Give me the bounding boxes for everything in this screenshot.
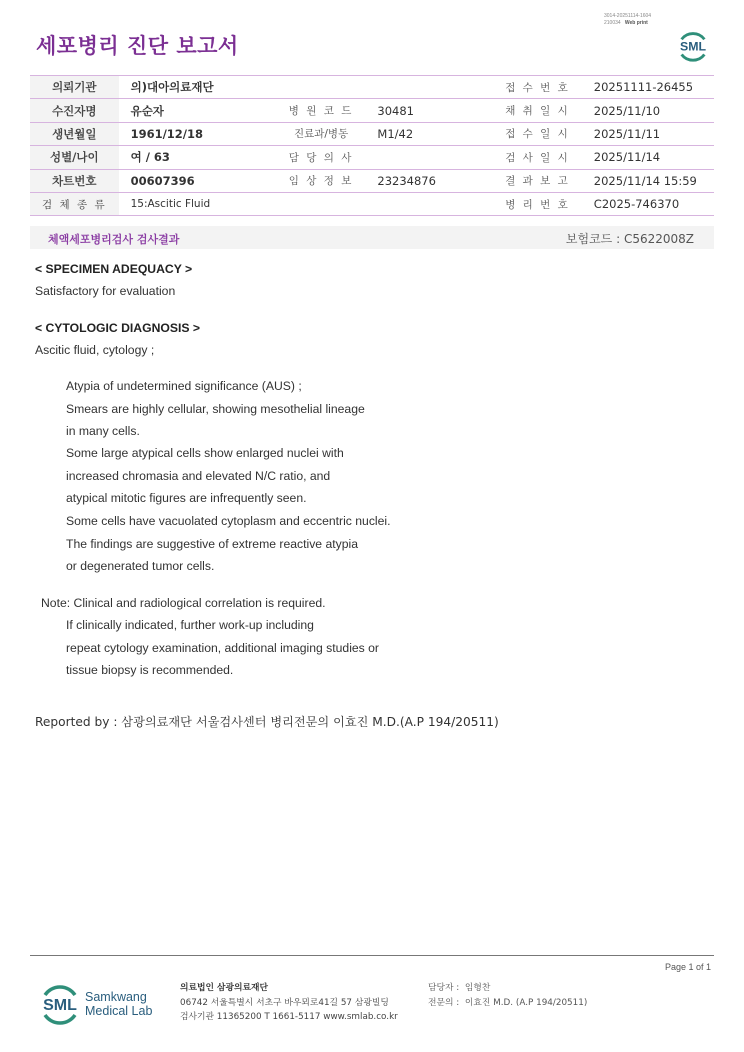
footer-brand-line1: Samkwang bbox=[85, 990, 147, 1004]
collection-date-label: 채 취 일 시 bbox=[493, 99, 582, 122]
note-first-line: Note: Clinical and radiological correlation is required. bbox=[41, 596, 326, 610]
footer-address: 06742 서울특별시 서초구 바우뫼로41길 57 삼광빌딩 bbox=[180, 997, 389, 1008]
specimen-adequacy-text: Satisfactory for evaluation bbox=[35, 284, 176, 298]
clinical-info-value: 23234876 bbox=[365, 169, 493, 192]
logo-arc-top bbox=[682, 34, 705, 40]
info-row bbox=[30, 76, 714, 99]
diagnosis-line: atypical mitotic figures are infrequently seen. bbox=[66, 491, 307, 505]
receipt-no-value: 20251111-26455 bbox=[582, 76, 714, 99]
footer-brand-line2: Medical Lab bbox=[85, 1004, 153, 1018]
hospital-code-value: 30481 bbox=[365, 99, 493, 122]
report-title: 세포병리 진단 보고서 bbox=[36, 34, 239, 58]
insurance-code: 보험코드 : C5622008Z bbox=[565, 232, 694, 246]
logo-text: SML bbox=[679, 39, 707, 54]
note-line: repeat cytology examination, additional imaging studies or bbox=[66, 641, 379, 655]
patient-info-table bbox=[30, 75, 714, 216]
specialist-label: 전문의 : bbox=[428, 997, 460, 1008]
chart-no-value: 00607396 bbox=[119, 169, 277, 192]
sex-age-value: 여 / 63 bbox=[119, 146, 277, 169]
pathology-no-value: C2025-746370 bbox=[582, 192, 714, 215]
diagnosis-line: increased chromasia and elevated N/C ratio, and bbox=[66, 469, 331, 483]
diagnosis-line: or degenerated tumor cells. bbox=[66, 559, 215, 573]
requesting-org-label: 의뢰기관 bbox=[30, 76, 119, 99]
diagnosis-line: Smears are highly cellular, showing mesothelial lineage bbox=[66, 402, 365, 416]
dob-value: 1961/12/18 bbox=[119, 122, 277, 145]
collection-date-value: 2025/11/10 bbox=[582, 99, 714, 122]
receipt-date-label: 접 수 일 시 bbox=[493, 122, 582, 145]
info-row bbox=[30, 192, 714, 215]
footer-company-info bbox=[180, 981, 398, 1025]
info-row bbox=[30, 122, 714, 145]
manager-label: 담당자 : bbox=[428, 983, 460, 993]
footer-divider bbox=[30, 955, 714, 956]
manager-name: 임형찬 bbox=[464, 983, 491, 993]
report-date-label: 결 과 보 고 bbox=[493, 169, 582, 192]
print-code-line2: 210034 bbox=[604, 20, 621, 26]
specialist-name: 이효진 M.D. (A.P 194/20511) bbox=[464, 997, 588, 1008]
reported-by: Reported by : 삼광의료재단 서울검사센터 병리전문의 이효진 M.D.(A.P 194/20511) bbox=[35, 715, 499, 729]
receipt-date-value: 2025/11/11 bbox=[582, 122, 714, 145]
note-line: tissue biopsy is recommended. bbox=[66, 663, 234, 677]
sml-logo bbox=[674, 26, 712, 64]
info-row bbox=[30, 99, 714, 122]
exam-date-label: 검 사 일 시 bbox=[493, 146, 582, 169]
logo-arc-bottom bbox=[682, 55, 705, 61]
info-row bbox=[30, 146, 714, 169]
specimen-adequacy-header: < SPECIMEN ADEQUACY > bbox=[35, 262, 193, 276]
diagnosis-line: Some large atypical cells show enlarged nuclei with bbox=[66, 446, 344, 460]
diagnosis-line: in many cells. bbox=[66, 424, 140, 438]
specimen-value: 15:Ascitic Fluid bbox=[119, 192, 494, 215]
note-line: If clinically indicated, further work-up including bbox=[66, 618, 314, 632]
diagnosis-intro: Ascitic fluid, cytology ; bbox=[35, 343, 155, 357]
sex-age-label: 성별/나이 bbox=[30, 146, 119, 169]
info-row bbox=[30, 169, 714, 192]
diagnosis-line: The findings are suggestive of extreme reactive atypia bbox=[66, 537, 358, 551]
footer-staff-info bbox=[428, 981, 587, 1010]
clinical-info-label: 임 상 정 보 bbox=[277, 169, 366, 192]
patient-name-value: 유순자 bbox=[119, 99, 277, 122]
dept-value: M1/42 bbox=[365, 122, 493, 145]
report-date-value: 2025/11/14 15:59 bbox=[582, 169, 714, 192]
dob-label: 생년월일 bbox=[30, 122, 119, 145]
physician-label: 담 당 의 사 bbox=[277, 146, 366, 169]
receipt-no-label: 접 수 번 호 bbox=[493, 76, 582, 99]
chart-no-label: 차트번호 bbox=[30, 169, 119, 192]
specimen-label: 검 체 종 류 bbox=[30, 192, 119, 215]
footer-logo-arc-top bbox=[45, 987, 75, 995]
footer-sml-logo bbox=[36, 980, 84, 1028]
footer-logo-text: SML bbox=[43, 997, 77, 1014]
requesting-org-value: 의)대아의료재단 bbox=[119, 76, 494, 99]
diagnosis-line: Atypia of undetermined significance (AUS) ; bbox=[66, 379, 302, 393]
exam-date-value: 2025/11/14 bbox=[582, 146, 714, 169]
footer-logo-arc-bottom bbox=[45, 1015, 75, 1023]
hospital-code-label: 병 원 코 드 bbox=[277, 99, 366, 122]
diagnosis-line: Some cells have vacuolated cytoplasm and eccentric nuclei. bbox=[66, 514, 391, 528]
web-print-label: Web print bbox=[624, 20, 648, 26]
cytologic-diagnosis-header: < CYTOLOGIC DIAGNOSIS > bbox=[35, 321, 201, 335]
footer-contact: 검사기관 11365200 T 1661-5117 www.smlab.co.kr bbox=[180, 1012, 398, 1022]
print-code-line1: 3014-20251114-1604 bbox=[604, 13, 652, 19]
footer-company-name: 의료법인 삼광의료재단 bbox=[180, 983, 269, 993]
patient-name-label: 수진자명 bbox=[30, 99, 119, 122]
pathology-no-label: 병 리 번 호 bbox=[493, 192, 582, 215]
result-section-bar bbox=[30, 226, 714, 249]
page-number: Page 1 of 1 bbox=[664, 962, 711, 972]
dept-label: 진료과/병동 bbox=[277, 122, 366, 145]
physician-value bbox=[365, 146, 493, 169]
print-code bbox=[604, 13, 651, 27]
result-section-title: 체액세포병리검사 검사결과 bbox=[48, 233, 180, 246]
footer-brand bbox=[85, 990, 152, 1018]
